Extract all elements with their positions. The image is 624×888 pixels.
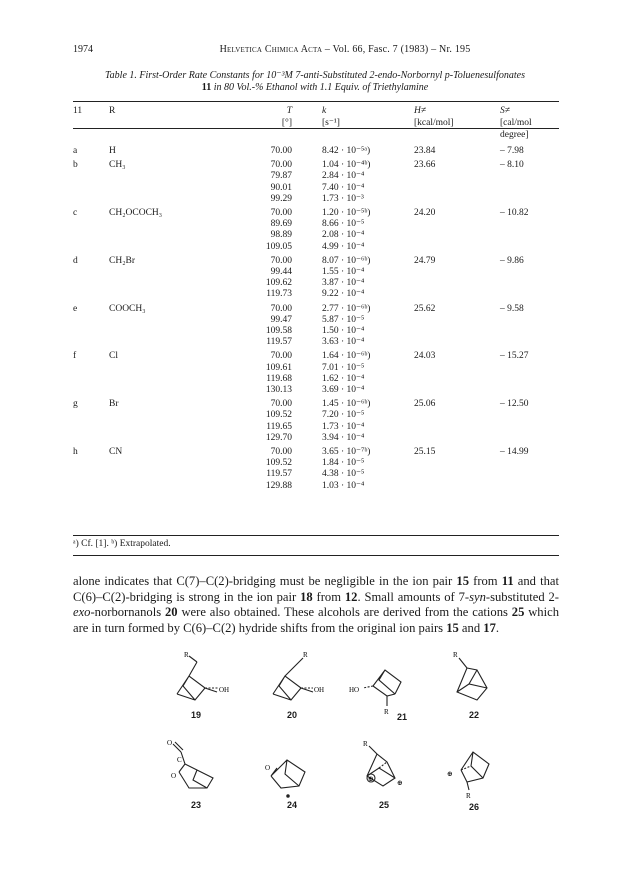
text-segment: from [468, 574, 502, 588]
compound-id-cell [73, 267, 109, 278]
entropy-cell [486, 433, 559, 444]
compound-id-cell [73, 194, 109, 205]
enthalpy-cell: 24.79 [414, 255, 436, 266]
substituent-cell [109, 326, 217, 337]
compound-reference: 11 [501, 574, 514, 588]
enthalpy-cell [414, 183, 486, 194]
compound-number: 22 [468, 710, 479, 720]
rate-constant-cell: 7.40 · 10⁻⁴ [322, 182, 365, 193]
compound-reference: 25 [511, 605, 525, 619]
substituent-cell [109, 194, 217, 205]
table-row [73, 469, 559, 480]
oxygen-label: O [265, 764, 271, 772]
text-segment: -norbornanols [90, 605, 165, 619]
compound-reference: 18 [300, 589, 313, 604]
carbonyl-oxygen-label: O [167, 739, 173, 747]
compound-number: 20 [286, 710, 297, 720]
compound-id-cell [73, 410, 109, 421]
enthalpy-cell [414, 458, 486, 469]
entropy-cell: – 10.82 [500, 208, 529, 219]
substituent-cell: Br [109, 399, 119, 410]
substituent-cell: CH₃ [109, 160, 126, 171]
enthalpy-cell: 23.66 [414, 160, 436, 171]
substituent-label: R [384, 708, 389, 716]
text-segment: alone indicates that C(7)–C(2)-bridging must be negligible in the ion pair [73, 574, 457, 588]
header-substituent: R [109, 106, 116, 116]
compound-id-cell [73, 433, 109, 444]
text-segment: were also obtained. These alcohols are derived from the cations [177, 605, 512, 619]
rate-constant-cell: 1.03 · 10⁻⁴ [322, 480, 365, 491]
substituent-cell [109, 242, 217, 253]
enthalpy-cell: 25.15 [414, 447, 436, 458]
compound-number: 19 [190, 710, 201, 720]
enthalpy-cell [414, 219, 486, 230]
compound-number: 25 [378, 800, 389, 810]
entropy-cell: – 7.98 [500, 146, 524, 156]
rate-constant-cell: 7.20 · 10⁻⁵ [322, 410, 365, 421]
text-segment: -substituted 2- [485, 589, 559, 604]
cation-charge-label: ⊕ [447, 770, 453, 778]
temperature-cell: 70.00 [270, 146, 292, 156]
compound-id-cell: d [73, 255, 78, 266]
hydroxyl-label: OH [314, 686, 325, 694]
enthalpy-cell: 25.62 [414, 303, 436, 314]
rate-constant-table [73, 105, 559, 492]
substituent-cell: COOCH₃ [109, 303, 146, 314]
compound-id-cell: f [73, 351, 77, 362]
temperature-cell: 130.13 [265, 385, 292, 396]
text-segment: . [495, 620, 500, 635]
caption-compound-number: 11 [201, 82, 212, 93]
rate-constant-cell: 1.50 · 10⁻⁴ [322, 326, 365, 337]
rate-constant-cell: 1.84 · 10⁻⁵ [322, 458, 365, 469]
rate-constant-cell: 7.01 · 10⁻⁵ [322, 362, 365, 373]
compound-number: 26 [468, 802, 479, 812]
table-row [73, 458, 559, 469]
text-segment: syn [469, 589, 486, 604]
table-row [73, 348, 559, 362]
header-temperature: T [286, 106, 292, 116]
text-segment: and [458, 620, 484, 635]
unit-temperature: [°] [281, 118, 292, 128]
entropy-cell [486, 278, 559, 289]
structure-23-drawing [161, 738, 231, 798]
compound-reference: 15 [446, 620, 459, 635]
compound-id-cell [73, 183, 109, 194]
table-row [73, 143, 559, 157]
substituent-cell: CH₂Br [109, 255, 136, 266]
compound-id-cell: a [73, 146, 78, 156]
compound-reference: 12 [344, 589, 358, 604]
entropy-cell [486, 374, 559, 385]
substituent-cell [109, 219, 217, 230]
temperature-cell: 109.52 [265, 458, 292, 469]
hydroxyl-label: HO [349, 686, 360, 694]
temperature-cell: 109.58 [265, 326, 292, 337]
entropy-cell [486, 337, 559, 348]
unit-entropy: [cal/mol degree] [500, 118, 532, 140]
structure-24-drawing [257, 738, 327, 798]
temperature-cell: 99.29 [270, 193, 292, 204]
compound-id-cell [73, 469, 109, 480]
compound-number: 21 [396, 712, 407, 722]
compound-id-cell [73, 289, 109, 300]
table-row [73, 326, 559, 337]
compound-reference: 15 [456, 574, 469, 588]
entropy-cell [486, 289, 559, 300]
enthalpy-cell [414, 230, 486, 241]
table-row [73, 433, 559, 444]
rate-constant-cell: 3.69 · 10⁻⁴ [322, 385, 365, 396]
temperature-cell: 119.73 [266, 289, 292, 300]
entropy-cell: – 9.58 [500, 303, 524, 314]
caption-conditions: in 80 Vol.-% Ethanol with 1.1 Equiv. of Triethylamine [211, 82, 429, 93]
table-row [73, 289, 559, 300]
compound-id-cell [73, 374, 109, 385]
compound-number: 24 [286, 800, 297, 810]
footnote-rule [73, 555, 559, 556]
entropy-cell [486, 315, 559, 326]
volume-info: – Vol. 66, Fasc. 7 (1983) – Nr. 195 [324, 44, 471, 55]
entropy-cell: – 15.27 [500, 351, 529, 362]
structure-21-drawing [349, 648, 419, 716]
temperature-cell: 70.00 [270, 208, 292, 219]
enthalpy-cell: 23.84 [414, 146, 436, 156]
compound-id-cell [73, 481, 109, 492]
structure-20 [257, 648, 327, 728]
enthalpy-cell [414, 289, 486, 300]
temperature-cell: 109.62 [265, 278, 292, 289]
substituent-cell [109, 433, 217, 444]
text-segment: and that C(6)–C(2)-bridging is strong in the ion pair [73, 574, 560, 604]
substituent-label: R [363, 740, 368, 748]
enthalpy-cell [414, 410, 486, 421]
compound-id-cell [73, 337, 109, 348]
compound-id-cell: b [73, 160, 78, 171]
entropy-cell [486, 481, 559, 492]
temperature-cell: 70.00 [270, 255, 292, 266]
structure-21 [349, 648, 419, 728]
enthalpy-cell [414, 422, 486, 433]
substituent-cell [109, 267, 217, 278]
entropy-cell [486, 171, 559, 182]
table-bottom-rule [73, 535, 559, 536]
text-segment: exo [73, 605, 91, 619]
structure-22-drawing [439, 648, 509, 708]
compound-reference: 17 [483, 620, 496, 635]
entropy-cell [486, 363, 559, 374]
structure-24 [257, 738, 327, 818]
rate-constant-cell: 8.66 · 10⁻⁵ [322, 219, 365, 230]
substituent-cell [109, 469, 217, 480]
table-row [73, 444, 559, 458]
temperature-cell: 109.05 [265, 241, 292, 252]
entropy-cell [486, 326, 559, 337]
entropy-cell [486, 183, 559, 194]
substituent-cell [109, 410, 217, 421]
enthalpy-cell [414, 194, 486, 205]
rate-constant-cell: 1.73 · 10⁻³ [322, 193, 364, 204]
compound-id-cell [73, 326, 109, 337]
table-row [73, 481, 559, 492]
cation-charge-label: ⊕ [368, 775, 374, 783]
rate-constant-cell: 8.07 · 10⁻⁶ᵇ) [322, 255, 371, 266]
substituent-label: R [453, 651, 458, 659]
table-row [73, 194, 559, 205]
temperature-cell: 99.47 [270, 314, 292, 325]
unit-enthalpy: [kcal/mol] [414, 118, 454, 128]
substituent-cell [109, 481, 217, 492]
rate-constant-cell: 4.99 · 10⁻⁴ [322, 241, 365, 252]
rate-constant-cell: 1.64 · 10⁻⁶ᵇ) [322, 351, 371, 362]
structure-25-drawing [349, 738, 419, 798]
rate-constant-cell: 1.45 · 10⁻⁶ᵇ) [322, 399, 371, 410]
caption-line-1: Table 1. First-Order Rate Constants for 10⁻³M 7-anti-Substituted 2-endo-Norbornyl p-Toluenesulfonates [105, 70, 525, 81]
substituent-cell [109, 230, 217, 241]
enthalpy-cell [414, 481, 486, 492]
substituent-cell [109, 422, 217, 433]
table-row [73, 157, 559, 171]
text-segment: from [312, 589, 345, 604]
structure-20-drawing [257, 648, 327, 708]
substituent-cell: Cl [109, 351, 118, 362]
enthalpy-cell [414, 315, 486, 326]
structure-19-drawing [161, 648, 231, 708]
entropy-cell: – 8.10 [500, 160, 524, 171]
entropy-cell [486, 267, 559, 278]
temperature-cell: 119.65 [266, 421, 292, 432]
temperature-cell: 119.57 [266, 469, 292, 480]
enthalpy-cell [414, 363, 486, 374]
entropy-cell: – 12.50 [500, 399, 529, 410]
table-row [73, 301, 559, 315]
enthalpy-cell [414, 433, 486, 444]
entropy-cell [486, 385, 559, 396]
temperature-cell: 119.68 [266, 373, 292, 384]
rate-constant-cell: 3.65 · 10⁻⁷ᵇ) [322, 447, 371, 458]
substituent-cell [109, 458, 217, 469]
unit-rate-constant: [s⁻¹] [322, 118, 340, 128]
page-number: 1974 [73, 44, 93, 55]
substituent-cell [109, 278, 217, 289]
body-paragraph [73, 574, 559, 636]
carbon-label: C [177, 756, 182, 764]
table-row [73, 205, 559, 219]
rate-constant-cell: 3.94 · 10⁻⁴ [322, 432, 365, 443]
entropy-cell [486, 422, 559, 433]
compound-id-cell [73, 230, 109, 241]
substituent-cell [109, 289, 217, 300]
entropy-cell [486, 410, 559, 421]
table-row [73, 374, 559, 385]
rate-constant-cell: 1.55 · 10⁻⁴ [322, 267, 365, 278]
temperature-cell: 129.70 [265, 432, 292, 443]
compound-id-cell [73, 242, 109, 253]
substituent-cell: H [109, 146, 116, 156]
table-row [73, 396, 559, 410]
temperature-cell: 79.87 [270, 171, 292, 182]
rate-constant-cell: 1.62 · 10⁻⁴ [322, 373, 365, 384]
substituent-label: R [466, 792, 471, 800]
structure-25 [349, 738, 419, 818]
table-row [73, 385, 559, 396]
enthalpy-cell [414, 278, 486, 289]
enthalpy-cell [414, 171, 486, 182]
enthalpy-cell: 24.03 [414, 351, 436, 362]
substituent-cell [109, 374, 217, 385]
table-caption [73, 70, 557, 94]
compound-id-cell [73, 219, 109, 230]
table-row [73, 230, 559, 241]
table-row [73, 267, 559, 278]
enthalpy-cell [414, 374, 486, 385]
substituent-cell [109, 315, 217, 326]
structure-22 [439, 648, 509, 728]
structure-26 [439, 738, 509, 818]
entropy-cell [486, 469, 559, 480]
journal-name: Helvetica Chimica Acta [219, 44, 323, 55]
temperature-cell: 99.44 [270, 267, 292, 278]
header-rate-constant: k [322, 106, 327, 116]
compound-id-cell [73, 278, 109, 289]
enthalpy-cell [414, 385, 486, 396]
header-entropy: S≠ [500, 106, 510, 116]
table-units-row [73, 117, 559, 143]
running-head [73, 44, 557, 55]
substituent-cell [109, 337, 217, 348]
entropy-cell [486, 194, 559, 205]
temperature-cell: 70.00 [270, 447, 292, 458]
temperature-cell: 109.61 [265, 362, 292, 373]
compound-id-cell: h [73, 447, 78, 458]
temperature-cell: 70.00 [270, 399, 292, 410]
temperature-cell: 90.01 [270, 182, 292, 193]
compound-id-cell [73, 458, 109, 469]
entropy-cell [486, 242, 559, 253]
structure-23 [161, 738, 231, 818]
rate-constant-cell: 1.73 · 10⁻⁴ [322, 421, 365, 432]
table-header-row [73, 105, 559, 117]
paragraph-text [73, 574, 559, 636]
substituent-cell: CN [109, 447, 123, 458]
rate-constant-cell: 4.38 · 10⁻⁵ [322, 469, 365, 480]
temperature-cell: 98.89 [270, 230, 292, 241]
substituent-cell [109, 183, 217, 194]
table-row [73, 242, 559, 253]
rate-constant-cell: 1.04 · 10⁻⁴ᵇ) [322, 160, 371, 171]
compound-id-cell [73, 422, 109, 433]
header-compound: 11 [73, 106, 83, 116]
table-row [73, 363, 559, 374]
structure-19 [161, 648, 231, 728]
entropy-cell [486, 230, 559, 241]
rate-constant-cell: 2.08 · 10⁻⁴ [322, 230, 365, 241]
compound-id-cell: e [73, 303, 78, 314]
rate-constant-cell: 5.87 · 10⁻⁵ [322, 314, 365, 325]
substituent-cell: CH₂OCOCH₃ [109, 208, 163, 219]
rate-constant-cell: 2.77 · 10⁻⁶ᵇ) [322, 303, 371, 314]
table-row [73, 315, 559, 326]
entropy-cell: – 9.86 [500, 255, 524, 266]
compound-reference: 20 [165, 605, 178, 619]
enthalpy-cell: 24.20 [414, 208, 436, 219]
temperature-cell: 129.88 [265, 480, 292, 491]
compound-id-cell [73, 363, 109, 374]
substituent-cell [109, 363, 217, 374]
table-top-rule [73, 101, 559, 102]
entropy-cell [486, 219, 559, 230]
rate-constant-cell: 9.22 · 10⁻⁴ [322, 289, 365, 300]
table-row [73, 253, 559, 267]
temperature-cell: 70.00 [270, 303, 292, 314]
structure-26-drawing [439, 738, 509, 798]
temperature-cell: 70.00 [270, 160, 292, 171]
table-row [73, 183, 559, 194]
enthalpy-cell [414, 242, 486, 253]
table-row [73, 171, 559, 182]
table-row [73, 422, 559, 433]
temperature-cell: 89.69 [270, 219, 292, 230]
table-footnote: ᵃ) Cf. [1]. ᵇ) Extrapolated. [73, 539, 171, 549]
substituent-label: R [303, 651, 308, 659]
compound-number: 23 [190, 800, 201, 810]
substituent-cell [109, 385, 217, 396]
substituent-cell [109, 171, 217, 182]
text-segment: which are in turn formed by C(6)–C(2) hydride shifts from the original ion pairs [73, 605, 559, 635]
compound-id-cell: g [73, 399, 78, 410]
structure-figures [73, 648, 559, 888]
rate-constant-cell: 3.87 · 10⁻⁴ [322, 278, 365, 289]
rate-constant-cell: 3.63 · 10⁻⁴ [322, 337, 365, 348]
temperature-cell: 109.52 [265, 410, 292, 421]
table-row [73, 410, 559, 421]
rate-constant-cell: 1.20 · 10⁻⁵ᵇ) [322, 208, 371, 219]
entropy-cell [486, 458, 559, 469]
compound-id-cell [73, 315, 109, 326]
text-segment: . Small amounts of 7- [357, 589, 470, 604]
entropy-cell: – 14.99 [500, 447, 529, 458]
temperature-cell: 70.00 [270, 351, 292, 362]
anion-charge-label: ⊕ [397, 779, 403, 787]
rate-constant-cell: 2.84 · 10⁻⁴ [322, 171, 365, 182]
caption-line-2 [73, 82, 557, 94]
compound-id-cell: c [73, 208, 78, 219]
enthalpy-cell [414, 337, 486, 348]
enthalpy-cell [414, 326, 486, 337]
hydroxyl-label: OH [219, 686, 230, 694]
rate-constant-cell: 8.42 · 10⁻⁵ᵃ) [322, 146, 371, 156]
journal-citation [133, 44, 557, 55]
compound-id-cell [73, 385, 109, 396]
enthalpy-cell [414, 469, 486, 480]
enthalpy-cell: 25.06 [414, 399, 436, 410]
substituent-label: R [184, 651, 189, 659]
ring-oxygen-label: O [171, 772, 177, 780]
table-row [73, 337, 559, 348]
enthalpy-cell [414, 267, 486, 278]
table-row [73, 278, 559, 289]
table-row [73, 219, 559, 230]
header-enthalpy: H≠ [414, 106, 427, 116]
temperature-cell: 119.57 [266, 337, 292, 348]
compound-id-cell [73, 171, 109, 182]
